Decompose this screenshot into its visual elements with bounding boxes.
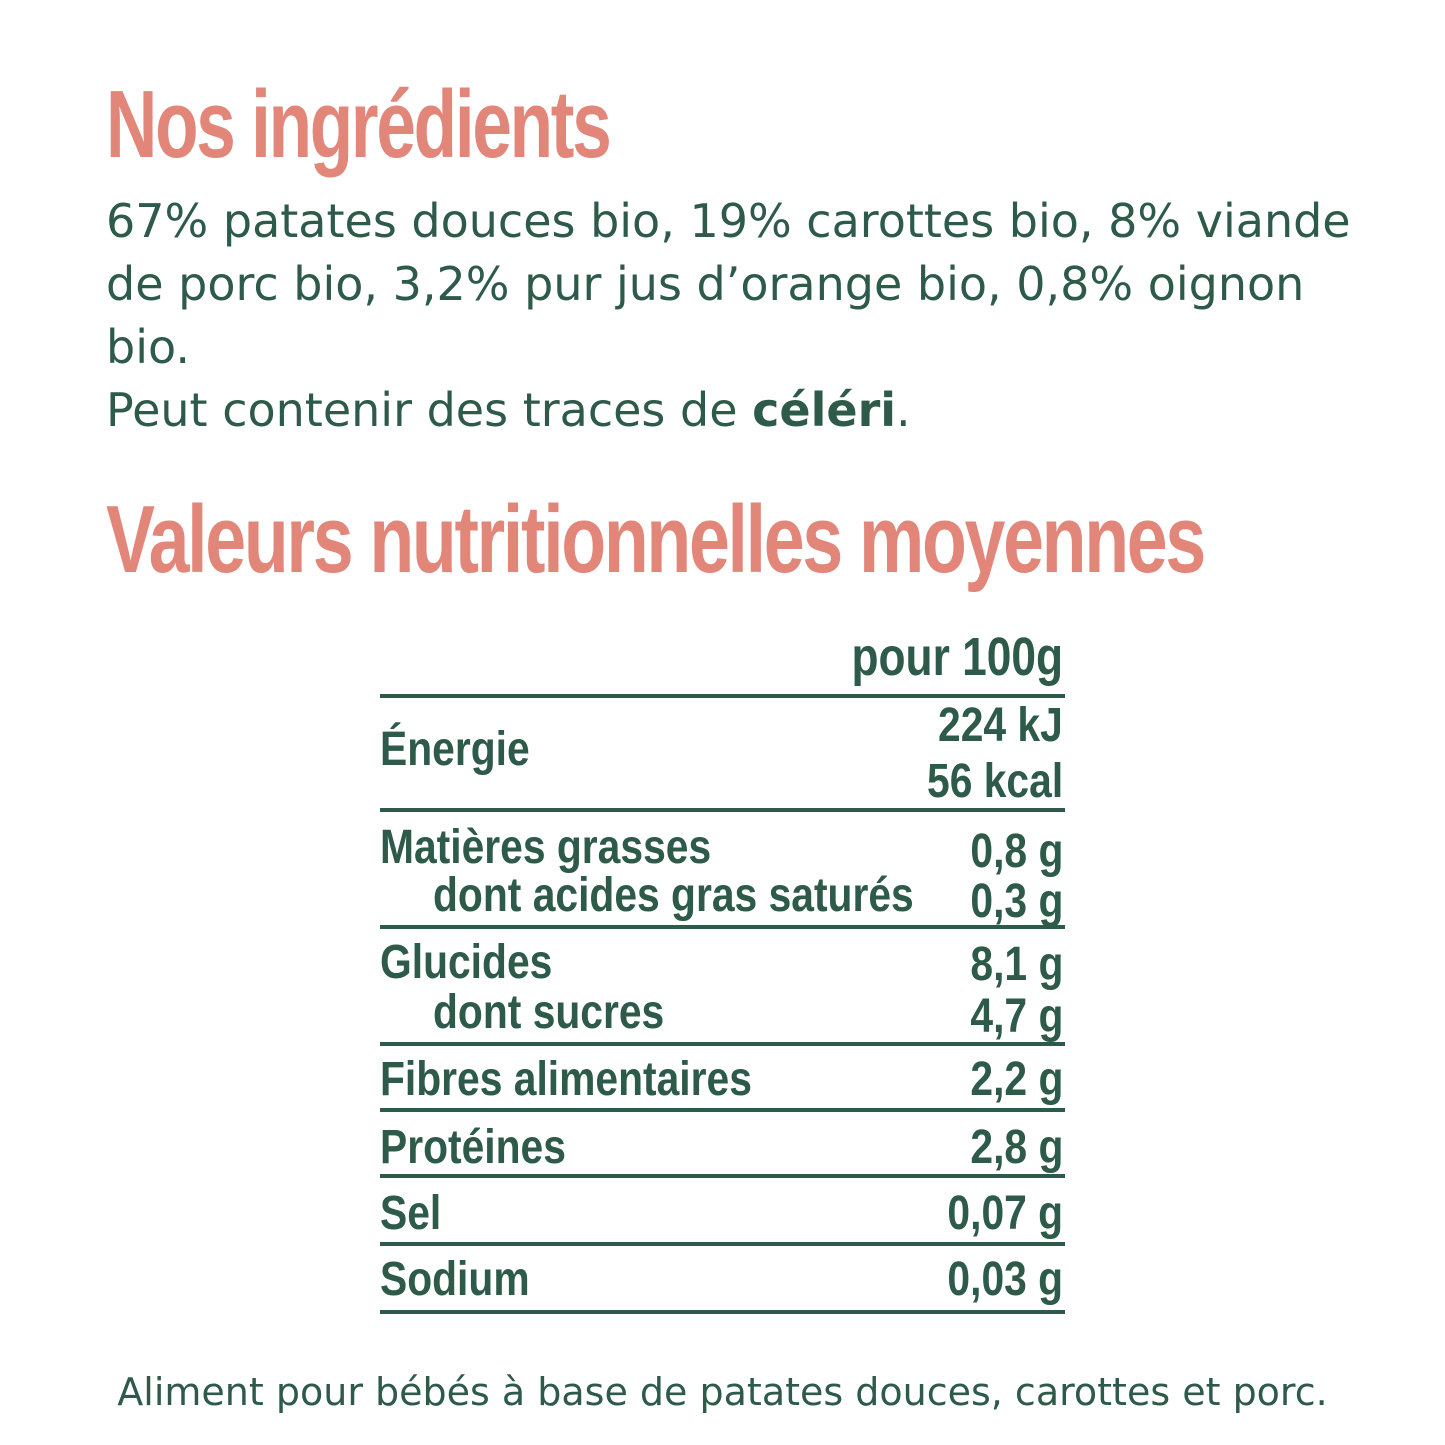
- energy-label: Énergie: [380, 723, 530, 776]
- product-description: Aliment pour bébés à base de patates douces, carottes et porc.: [117, 1370, 1328, 1414]
- traces-suffix: .: [896, 383, 911, 437]
- saturated-fat-value: 0,3 g: [970, 875, 1063, 928]
- fat-row: [380, 812, 1065, 929]
- fibre-value: 2,2 g: [970, 1053, 1063, 1106]
- energy-row: [380, 698, 1065, 812]
- nutrition-table: [380, 620, 1065, 1314]
- saturated-fat-label: dont acides gras saturés: [433, 869, 914, 922]
- carbs-row: [380, 929, 1065, 1046]
- protein-row: [380, 1112, 1065, 1178]
- carbs-label: Glucides: [380, 936, 553, 989]
- energy-kcal-value: 56 kcal: [926, 755, 1063, 808]
- fat-label: Matières grasses: [380, 821, 712, 874]
- salt-value: 0,07 g: [947, 1187, 1063, 1240]
- fat-value: 0,8 g: [970, 825, 1063, 878]
- salt-row: [380, 1178, 1065, 1246]
- sugars-value: 4,7 g: [970, 990, 1063, 1043]
- nutrition-table-header: [380, 620, 1065, 698]
- sugars-label: dont sucres: [433, 986, 665, 1039]
- ingredients-block: [106, 190, 1396, 442]
- sodium-value: 0,03 g: [947, 1253, 1063, 1306]
- sodium-row: [380, 1246, 1065, 1314]
- traces-prefix: Peut contenir des traces de: [106, 383, 753, 437]
- nutrition-title: Valeurs nutritionnelles moyennes: [106, 486, 1204, 593]
- ingredients-title: Nos ingrédients: [106, 71, 610, 178]
- protein-label: Protéines: [380, 1121, 566, 1174]
- allergen-traces: [106, 379, 1396, 442]
- per-100g-header: pour 100g: [851, 627, 1063, 687]
- ingredients-list: 67% patates douces bio, 19% carottes bio, 8% viande de porc bio, 3,2% pur jus d’orange bio, 0,8% oignon bio.: [106, 194, 1351, 374]
- protein-value: 2,8 g: [970, 1121, 1063, 1174]
- sodium-label: Sodium: [380, 1253, 530, 1306]
- energy-kj-value: 224 kJ: [938, 699, 1063, 752]
- fibre-label: Fibres alimentaires: [380, 1053, 752, 1106]
- salt-label: Sel: [380, 1187, 442, 1240]
- carbs-value: 8,1 g: [970, 938, 1063, 991]
- fibre-row: [380, 1046, 1065, 1112]
- traces-allergen: céléri: [752, 383, 897, 437]
